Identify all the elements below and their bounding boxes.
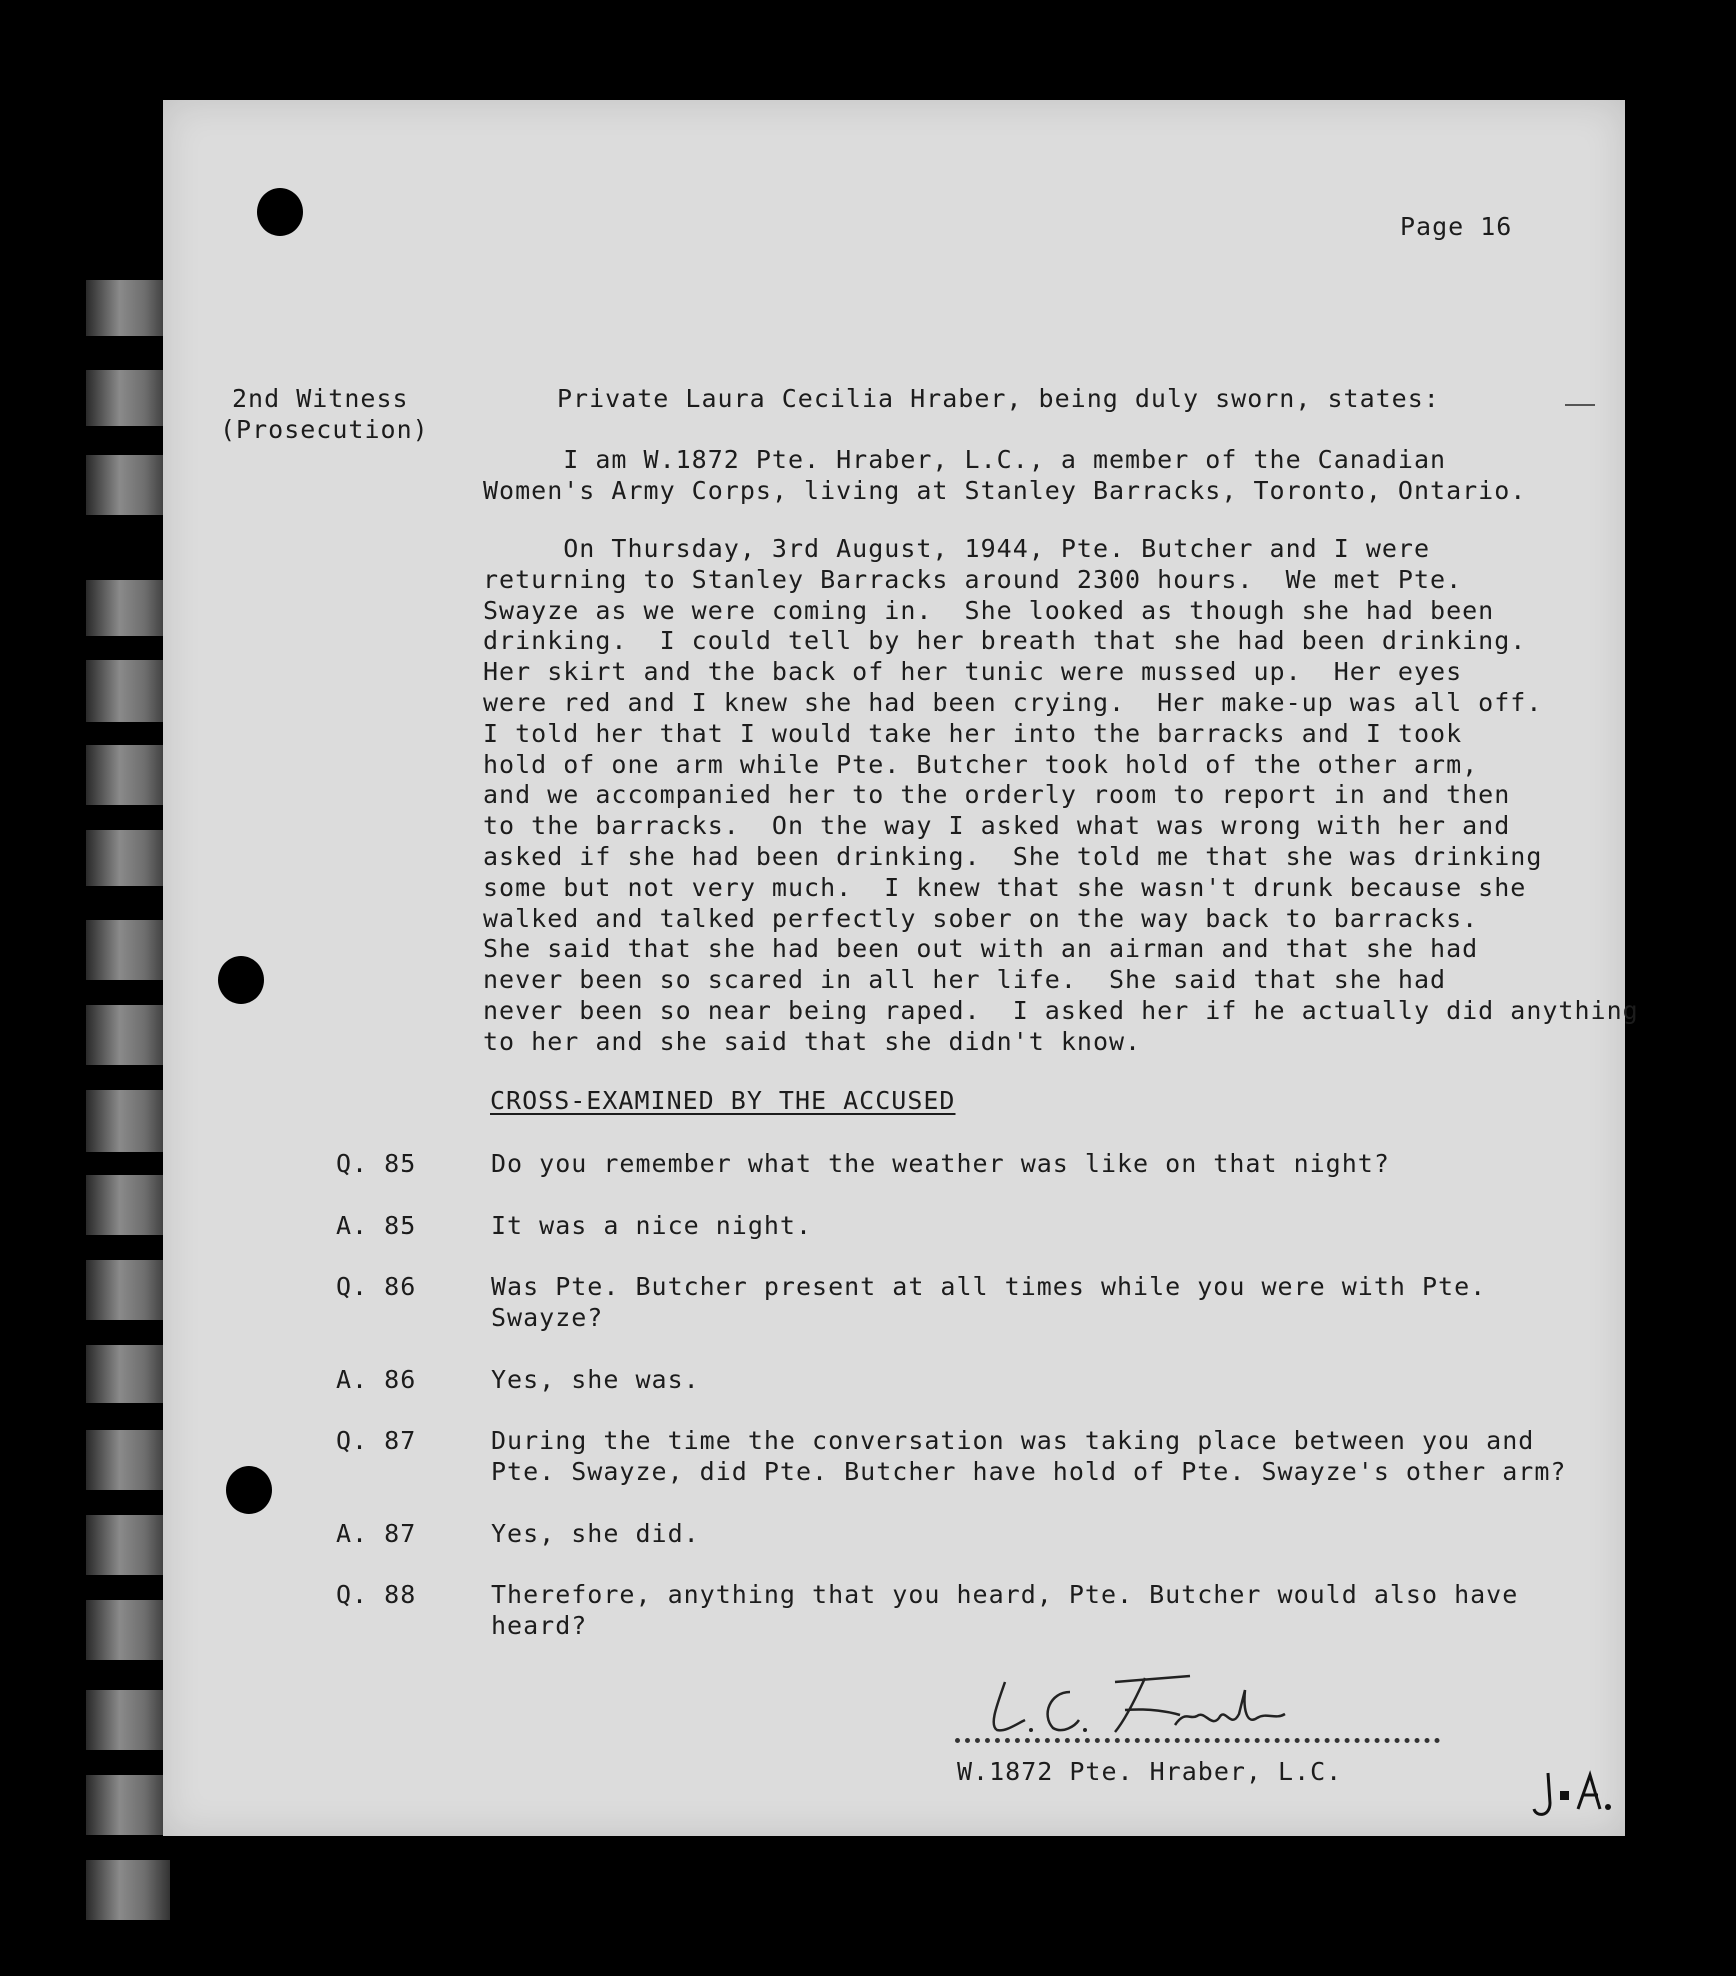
qa-number: Q. 85 (336, 1149, 417, 1178)
statement-line: On Thursday, 3rd August, 1944, Pte. Butcher and I were (483, 534, 1431, 563)
punch-hole (226, 1466, 272, 1514)
qa-number: Q. 87 (336, 1426, 417, 1455)
signature-dotted-line (955, 1732, 1440, 1743)
statement-line: I am W.1872 Pte. Hraber, L.C., a member of the Canadian (483, 445, 1447, 474)
film-strip-edge (86, 0, 170, 1976)
qa-text: It was a nice night. (491, 1211, 813, 1240)
statement-line: never been so scared in all her life. She said that she had (483, 965, 1447, 995)
statement-line: She said that she had been out with an airman and that she had (483, 934, 1479, 964)
qa-number: Q. 88 (336, 1580, 417, 1609)
qa-text: Do you remember what the weather was like on that night? (491, 1149, 1390, 1178)
statement-line: hold of one arm while Pte. Butcher took hold of the other arm, (483, 749, 1479, 779)
statement-paragraph-1 (483, 445, 1526, 507)
qa-text: During the time the conversation was taking place between you and (491, 1426, 1535, 1455)
statement-paragraph-2 (483, 534, 1639, 1058)
qa-text: Yes, she was. (491, 1365, 700, 1394)
page-number: Page 16 (1400, 212, 1513, 241)
statement-line: walked and talked perfectly sober on the way back to barracks. (483, 903, 1479, 933)
statement-line: some but not very much. I knew that she wasn't drunk because she (483, 872, 1527, 902)
qa-text: Yes, she did. (491, 1519, 700, 1548)
witness-label: 2nd Witness (232, 384, 409, 413)
statement-line: returning to Stanley Barracks around 2300 hours. We met Pte. (483, 564, 1463, 594)
statement-line: to her and she said that she didn't know. (483, 1026, 1142, 1056)
signature-typed-name: W.1872 Pte. Hraber, L.C. (957, 1757, 1343, 1786)
statement-line: Her skirt and the back of her tunic were mussed up. Her eyes (483, 657, 1463, 687)
qa-number: Q. 86 (336, 1272, 417, 1301)
statement-line: never been so near being raped. I asked her if he actually did anything (483, 995, 1639, 1025)
qa-text: Therefore, anything that you heard, Pte. Butcher would also have (491, 1580, 1519, 1609)
qa-number: A. 86 (336, 1365, 417, 1394)
qa-number: A. 85 (336, 1211, 417, 1240)
statement-line: and we accompanied her to the orderly room to report in and then (483, 780, 1511, 810)
witness-role: (Prosecution) (220, 415, 429, 444)
punch-hole (257, 188, 303, 236)
statement-line: Swayze as we were coming in. She looked as though she had been (483, 595, 1495, 625)
statement-line: Women's Army Corps, living at Stanley Barracks, Toronto, Ontario. (483, 475, 1527, 505)
qa-text: Was Pte. Butcher present at all times while you were with Pte. (491, 1272, 1487, 1301)
qa-text: Swayze? (491, 1303, 604, 1332)
qa-number: A. 87 (336, 1519, 417, 1548)
statement-line: asked if she had been drinking. She told me that she was drinking (483, 841, 1543, 871)
statement-line: to the barracks. On the way I asked what was wrong with her and (483, 811, 1511, 841)
handwritten-initials (1528, 1765, 1623, 1825)
statement-line: drinking. I could tell by her breath that she had been drinking. (483, 626, 1527, 656)
witness-intro: Private Laura Cecilia Hraber, being duly sworn, states: (557, 384, 1440, 413)
statement-line: were red and I knew she had been crying. Her make-up was all off. (483, 687, 1543, 717)
punch-hole (218, 956, 264, 1004)
qa-text: heard? (491, 1611, 588, 1640)
cross-examination-heading: CROSS-EXAMINED BY THE ACCUSED (490, 1086, 956, 1115)
qa-text: Pte. Swayze, did Pte. Butcher have hold of Pte. Swayze's other arm? (491, 1457, 1567, 1486)
statement-line: I told her that I would take her into the barracks and I took (483, 718, 1463, 748)
margin-dash (1565, 404, 1595, 406)
